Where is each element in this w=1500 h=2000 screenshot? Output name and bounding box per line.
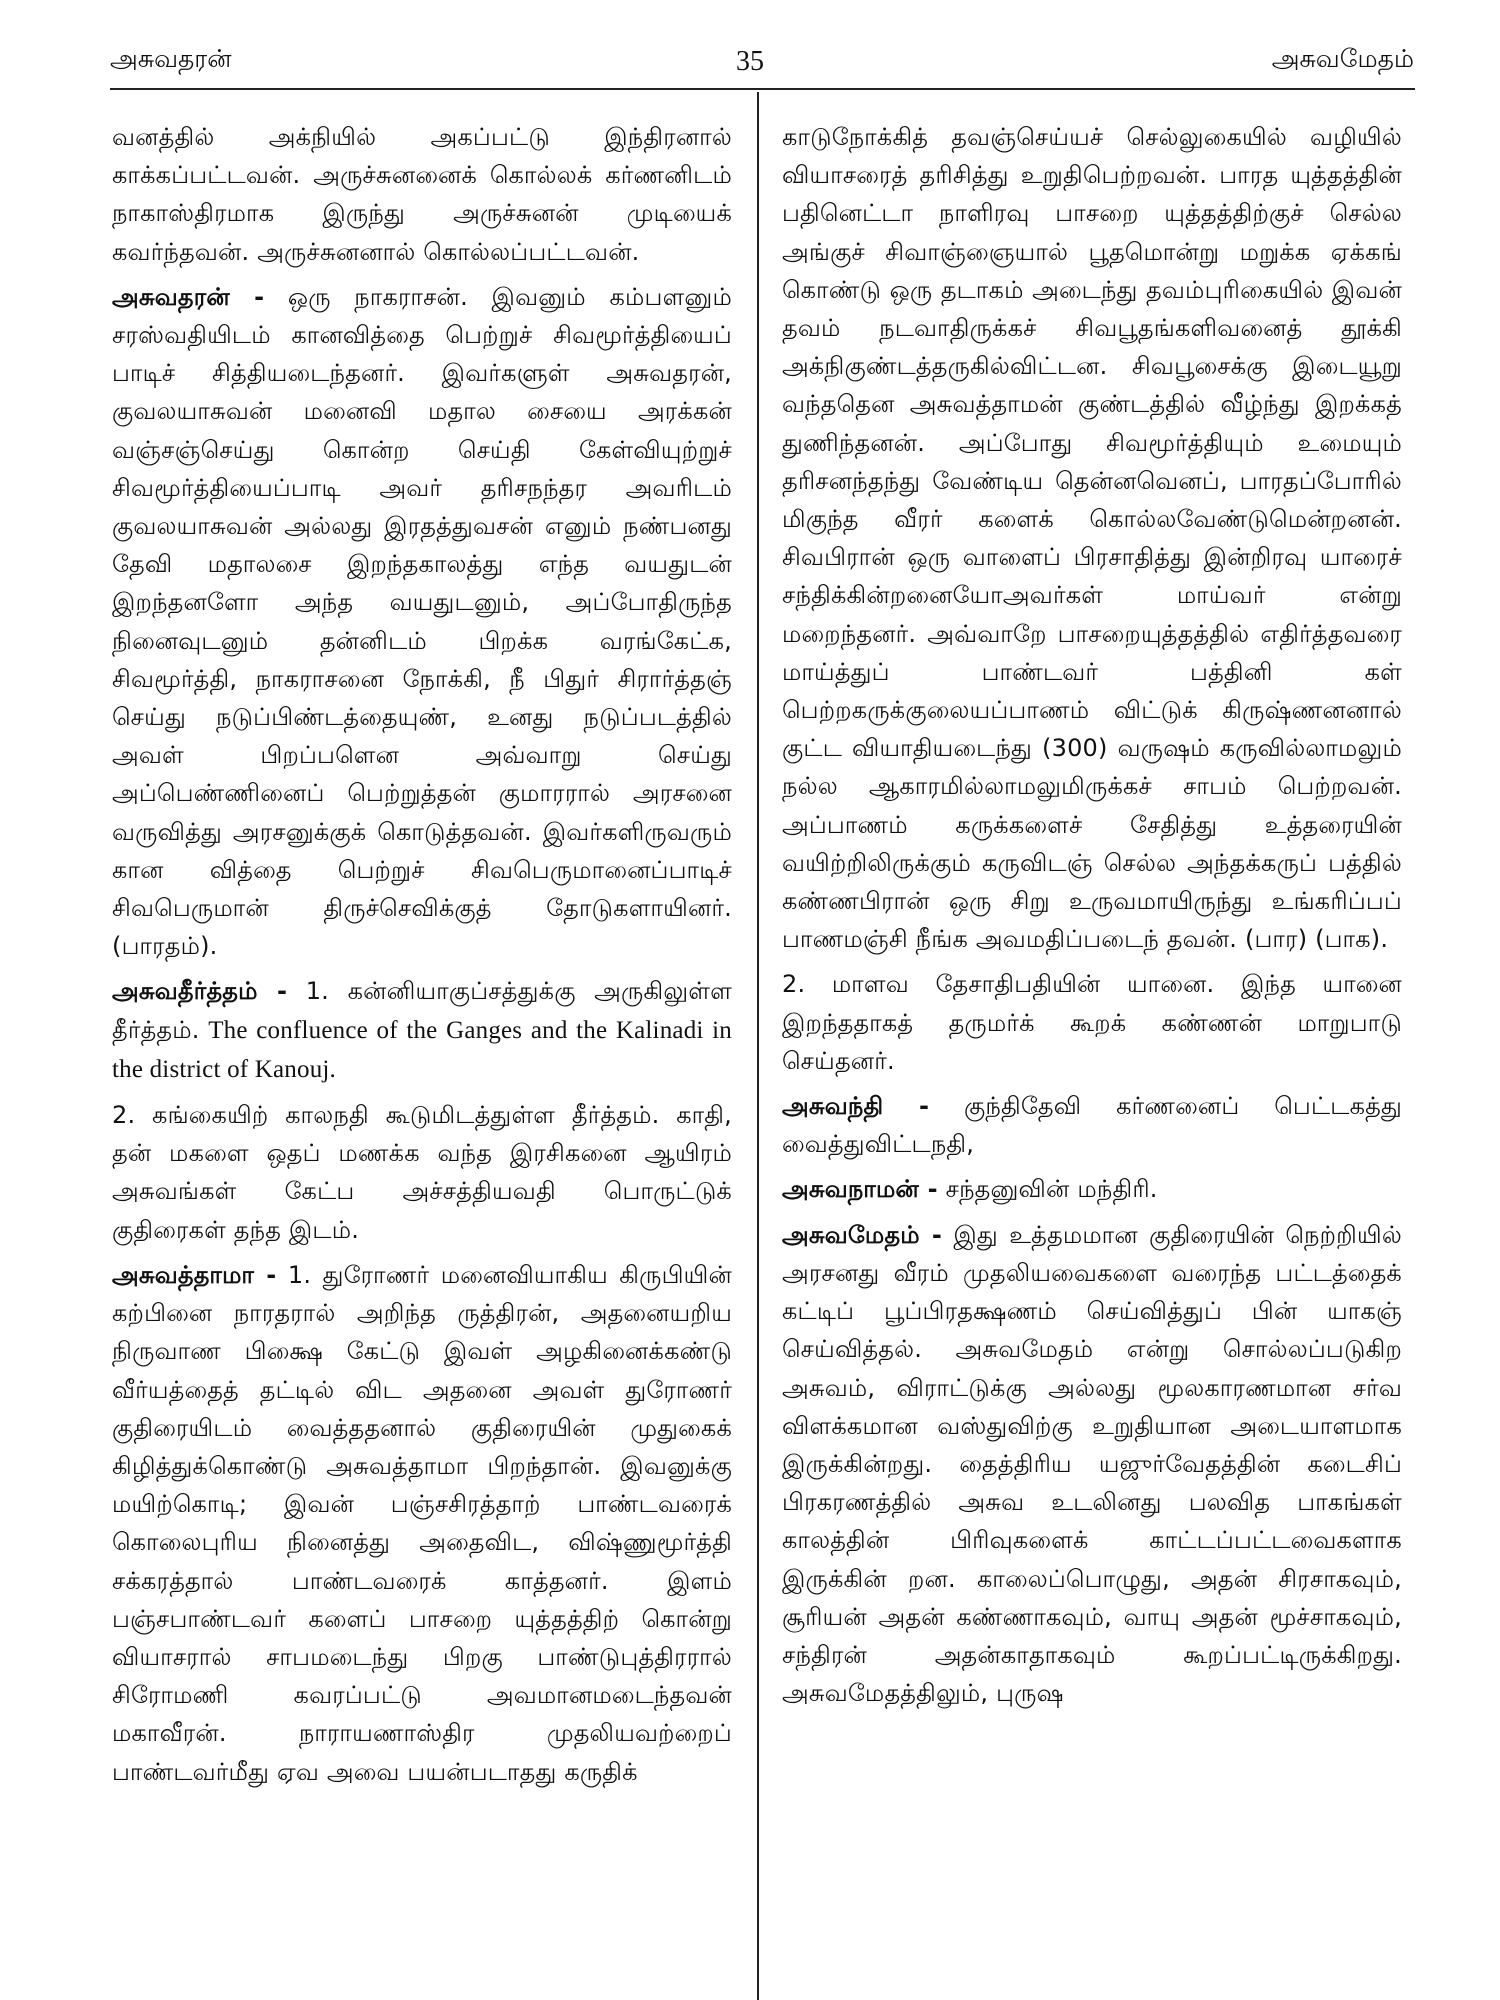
entry-headword: அசுவந்தி - <box>782 1092 930 1121</box>
entry-asuvatheertham <box>112 972 732 1089</box>
entry-body: குந்திதேவி கர்ணனைப் பெட்டகத்து வைத்துவிட்டநதி, <box>782 1092 1402 1159</box>
header-left-guide-word: அசுவதரன் <box>110 44 232 73</box>
entry-asuvanthi <box>782 1087 1402 1163</box>
left-column <box>112 118 732 1798</box>
entry-body: 1. கன்னியாகுப்சத்துக்கு அருகிலுள்ள தீர்த்தம். <box>112 977 732 1044</box>
entry-asuvatthama <box>112 1256 732 1791</box>
right-column <box>782 118 1402 1719</box>
entry-body: 1. துரோணர் மனைவியாகிய கிருபியின் கற்பினை நாரதரால் அறிந்த ருத்திரன், அதனையறிய நிருவாண பிக்ஷை கேட்டு இவள் அழகினைக்கண்டு வீர்யத்தைத் தட்டில் விட அதனை அவள் துரோணர் குதிரையிடம் வைத்ததனால் குதிரையின் முதுகைக் கிழித்துக்கொண்டு அசுவத்தாமா பிறந்தான். இவனுக்கு மயிற்கொடி; இவன் பஞ்சசிரத்தாற் பாண்டவரைக் கொலைபுரிய நினைத்து அதைவிட, விஷ்ணுமூர்த்தி சக்கரத்தால் பாண்டவரைக் காத்தனர். இளம் பஞ்சபாண்டவர் களைப் பாசறை யுத்தத்திற் கொன்று வியாசரால் சாபமடைந்து பிறகு பாண்டுபுத்திரரால் சிரோமணி கவரப்பட்டு அவமானமடைந்தவன் மகாவீரன். நாராயணாஸ்திர முதலியவற்றைப் பாண்டவர்மீது ஏவ அவை பயன்படாதது கருதிக் <box>112 1260 732 1786</box>
header-rule <box>110 88 1415 90</box>
page-number: 35 <box>736 46 764 77</box>
continued-entry-text: வனத்தில் அக்நியில் அகப்பட்டு இந்திரனால் காக்கப்பட்டவன். அருச்சுனனைக் கொல்லக் கர்ணனிடம் நாகாஸ்திரமாக இருந்து அருச்சுனன் முடியைக் கவர்ந்தவன். அருச்சுனனால் கொல்லப்பட்டவன். <box>112 123 732 266</box>
entry-headword: அசுவதரன் - <box>112 282 265 311</box>
entry-asuvanaaman <box>782 1170 1402 1208</box>
entry-asuvamedham <box>782 1216 1402 1713</box>
entry-headword: அசுவநாமன் - <box>782 1175 938 1204</box>
continued-entry-text: காடுநோக்கித் தவஞ்செய்யச் செல்லுகையில் வழியில் வியாசரைத் தரிசித்து உறுதிபெற்றவன். பாரத யுத்தத்தின் பதினெட்டா நாளிரவு பாசறை யுத்தத்திற்குச் செல்ல அங்குச் சிவாஞ்ஞையால் பூதமொன்று மறுக்க ஏக்கங் கொண்டு ஒரு தடாகம் அடைந்து தவம்புரிகையில் இவன் தவம் நடவாதிருக்கச் சிவபூதங்களிவனைத் தூக்கி அக்நிகுண்டத்தருகில்விட்டன. சிவபூசைக்கு இடையூறு வந்ததென அசுவத்தாமன் குண்டத்தில் வீழ்ந்து இறக்கத் துணிந்தனன். அப்போது சிவமூர்த்தியும் உமையும் தரிசனந்தந்து வேண்டிய தென்னவெனப், பாரதப்போரில் மிகுந்த வீரர் களைக் கொல்லவேண்டுமென்றனன். சிவபிரான் ஒரு வாளைப் பிரசாதித்து இன்றிரவு யாரைச் சந்திக்கின்றனையோஅவர்கள் மாய்வர் என்று மறைந்தனர். அவ்வாறே பாசறையுத்தத்தில் எதிர்த்தவரை மாய்த்துப் பாண்டவர் பத்தினி கள் பெற்றகருக்குலையப்பாணம் விட்டுக் கிருஷ்ணனனால் குட்ட வியாதியடைந்து (300) வருஷம் கருவில்லாமலும் நல்ல ஆகாரமில்லாமலுமிருக்கச் சாபம் பெற்றவன். அப்பாணம் கருக்களைச் சேதித்து உத்தரையின் வயிற்றிலிருக்கும் கருவிடஞ் செல்ல அந்தக்கருப் பத்தில் கண்ணபிரான் ஒரு சிறு உருவமாயிருந்து உங்கரிப்பப் பாணமஞ்சி நீங்க அவமதிப்படைந் தவன். (பார) (பாக). <box>782 123 1402 954</box>
column-divider <box>757 92 759 2000</box>
entry-body: இது உத்தமமான குதிரையின் நெற்றியில் அரசனது வீரம் முதலியவைகளை வரைந்த பட்டத்தைக் கட்டிப் பூப்பிரதக்ஷணம் செய்வித்துப் பின் யாகஞ் செய்வித்தல். அசுவமேதம் என்று சொல்லப்படுகிற அசுவம், விராட்டுக்கு அல்லது மூலகாரணமான சர்வ விளக்கமான வஸ்துவிற்கு உறுதியான அடையாளமாக இருக்கின்றது. தைத்திரிய யஜுர்வேதத்தின் கடைசிப் பிரகரணத்தில் அசுவ உடலினது பலவித பாகங்கள் காலத்தின் பிரிவுகளைக் காட்டப்பட்டவைகளாக இருக்கின் றன. காலைப்பொழுது, அதன் சிரசாகவும், சூரியன் அதன் கண்ணாகவும், வாயு அதன் மூச்சாகவும், சந்திரன் அதன்காதாகவும் கூறப்பட்டிருக்கிறது. அசுவமேதத்திலும், புருஷ <box>782 1220 1402 1708</box>
entry-sense-2: 2. கங்கையிற் காலநதி கூடுமிடத்துள்ள தீர்த்தம். காதி, தன் மகளை ஒதப் மணக்க வந்த இரசிகனை ஆயிரம் அசுவங்கள் கேட்ப அச்சத்தியவதி பொருட்டுக் குதிரைகள் தந்த இடம். <box>112 1101 732 1244</box>
entry-headword: அசுவமேதம் - <box>782 1220 942 1249</box>
entry-asuvatharan <box>112 278 732 966</box>
entry-body: சந்தனுவின் மந்திரி. <box>937 1175 1158 1204</box>
header-right-guide-word: அசுவமேதம் <box>1271 44 1414 73</box>
entry-sense-2: 2. மாளவ தேசாதிபதியின் யானை. இந்த யானை இறந்ததாகத் தருமர்க் கூறக் கண்ணன் மாறுபாடு செய்தனர். <box>782 970 1402 1075</box>
entry-headword: அசுவதீர்த்தம் - <box>112 977 288 1006</box>
entry-english-gloss: The confluence of the Ganges and the Kalinadi in the district of Kanouj. <box>112 1016 732 1083</box>
entry-body: ஒரு நாகராசன். இவனும் கம்பளனும் சரஸ்வதியிடம் கானவித்தை பெற்றுச் சிவமூர்த்தியைப் பாடிச் சித்தியடைந்தனர். இவர்களுள் அசுவதரன், குவலயாசுவன் மனைவி மதால சையை அரக்கன் வஞ்சஞ்செய்து கொன்ற செய்தி கேள்வியுற்றுச் சிவமூர்த்தியைப்பாடி அவர் தரிசநந்தர அவரிடம் குவலயாசுவன் அல்லது இரதத்துவசன் எனும் நண்பனது தேவி மதாலசை இறந்தகாலத்து எந்த வயதுடன் இறந்தனளோ அந்த வயதுடனும், அப்போதிருந்த நினைவுடனும் தன்னிடம் பிறக்க வரங்கேட்க, சிவமூர்த்தி, நாகராசனை நோக்கி, நீ பிதுர் சிரார்த்தஞ் செய்து நடுப்பிண்டத்தையுண், உனது நடுப்படத்தில் அவள் பிறப்பளென அவ்வாறு செய்து அப்பெண்ணினைப் பெற்றுத்தன் குமாரரால் அரசனை வருவித்து அரசனுக்குக் கொடுத்தவன். இவர்களிருவரும் கான வித்தை பெற்றுச் சிவபெருமானைப்பாடிச் சிவபெருமான் திருச்செவிக்குத் தோடுகளாயினர். (பாரதம்). <box>112 282 732 961</box>
entry-headword: அசுவத்தாமா - <box>112 1260 277 1289</box>
